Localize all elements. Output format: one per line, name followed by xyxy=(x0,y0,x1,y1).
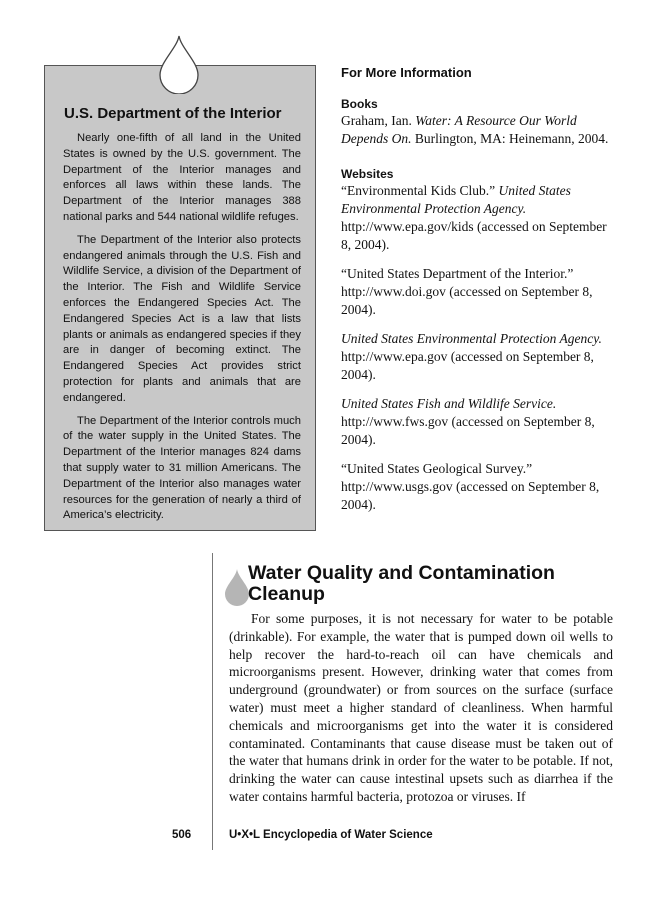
website-label: “United States Geological Survey.” xyxy=(341,461,533,476)
column-divider xyxy=(212,553,213,850)
sidebar-title: U.S. Department of the Interior xyxy=(64,105,282,122)
website-label: “Environmental Kids Club.” xyxy=(341,183,496,198)
section-title: Water Quality and Contamination Cleanup xyxy=(248,562,555,605)
website-entry xyxy=(341,265,611,319)
website-entry xyxy=(341,395,611,449)
page-number: 506 xyxy=(172,829,192,841)
websites-section xyxy=(341,166,611,514)
website-entry xyxy=(341,330,611,384)
website-url[interactable]: http://www.epa.gov (accessed on September 8, 2004). xyxy=(341,349,594,382)
website-entry xyxy=(341,460,611,514)
book-author: Graham, Ian. xyxy=(341,113,412,128)
more-info-column xyxy=(341,64,611,525)
sidebar-text xyxy=(63,131,301,531)
sidebar-paragraph: Nearly one-fifth of all land in the United States is owned by the U.S. government. The Department of the Interior manages and enforces all laws within these lands. The Department of the Interior manages 388 national parks and 544 national wildlife refuges. xyxy=(63,132,301,223)
books-heading: Books xyxy=(341,97,378,111)
sidebar-paragraph: The Department of the Interior also protects endangered animals through the U.S. Fish and Wildlife Service, a division of the Department of the Interior. The Fish and Wildlife Service enforces the Endangered Species Act. The Endangered Species Act is a law that lists plants or animals as endangered species if they are in danger of becoming extinct. The Endangered Species Act provides strict protection for plants and animals that are endangered. xyxy=(63,233,301,404)
website-url[interactable]: http://www.usgs.gov (accessed on September 8, 2004). xyxy=(341,479,600,512)
book-title: Water: A Resource Our World Depends On. xyxy=(341,113,577,146)
website-label: “United States Department of the Interior.” xyxy=(341,266,574,281)
more-info-title: For More Information xyxy=(341,65,472,80)
website-source: United States Environmental Protection Agency. xyxy=(341,183,571,216)
book-publisher: Burlington, MA: Heinemann, 2004. xyxy=(414,131,609,146)
website-url[interactable]: http://www.doi.gov (accessed on September 8, 2004). xyxy=(341,284,593,317)
footer-book-title: U•X•L Encyclopedia of Water Science xyxy=(229,829,433,841)
website-url[interactable]: http://www.fws.gov (accessed on September 8, 2004). xyxy=(341,414,595,447)
sidebar-paragraph: The Department of the Interior controls much of the water supply in the United States. The Department of the Interior manages 824 dams that supply water to 31 million Americans. The Department of the Interior also manages water resources for the generation of nearly a third of America’s electricity. xyxy=(63,414,301,522)
books-section xyxy=(341,96,611,148)
websites-heading: Websites xyxy=(341,167,394,181)
water-drop-icon xyxy=(158,34,200,94)
website-source: United States Environmental Protection Agency. xyxy=(341,331,602,346)
website-entry xyxy=(341,182,611,254)
section-body: For some purposes, it is not necessary for water to be potable (drinkable). For example, the water that is pumped down oil wells to help recover the hard-to-reach oil can have chemicals and microorganisms present. However, drinking water that comes from underground (groundwater) or from sources on the surface (surface water) must meet a higher standard of cleanliness. When harmful chemicals and microorganisms get into the water it is considered contaminated. Contaminants that cause disease must be taken out of the water that humans drink in order for the water to be potable. If not, drinking the water can cause intestinal upsets such as diarrhea if the water contains harmful bacteria, protozoa or viruses. If xyxy=(229,611,613,804)
water-drop-icon xyxy=(224,568,250,606)
book-entry xyxy=(341,112,611,148)
website-source: United States Fish and Wildlife Service. xyxy=(341,396,557,411)
website-url[interactable]: http://www.epa.gov/kids (accessed on September 8, 2004). xyxy=(341,219,607,252)
